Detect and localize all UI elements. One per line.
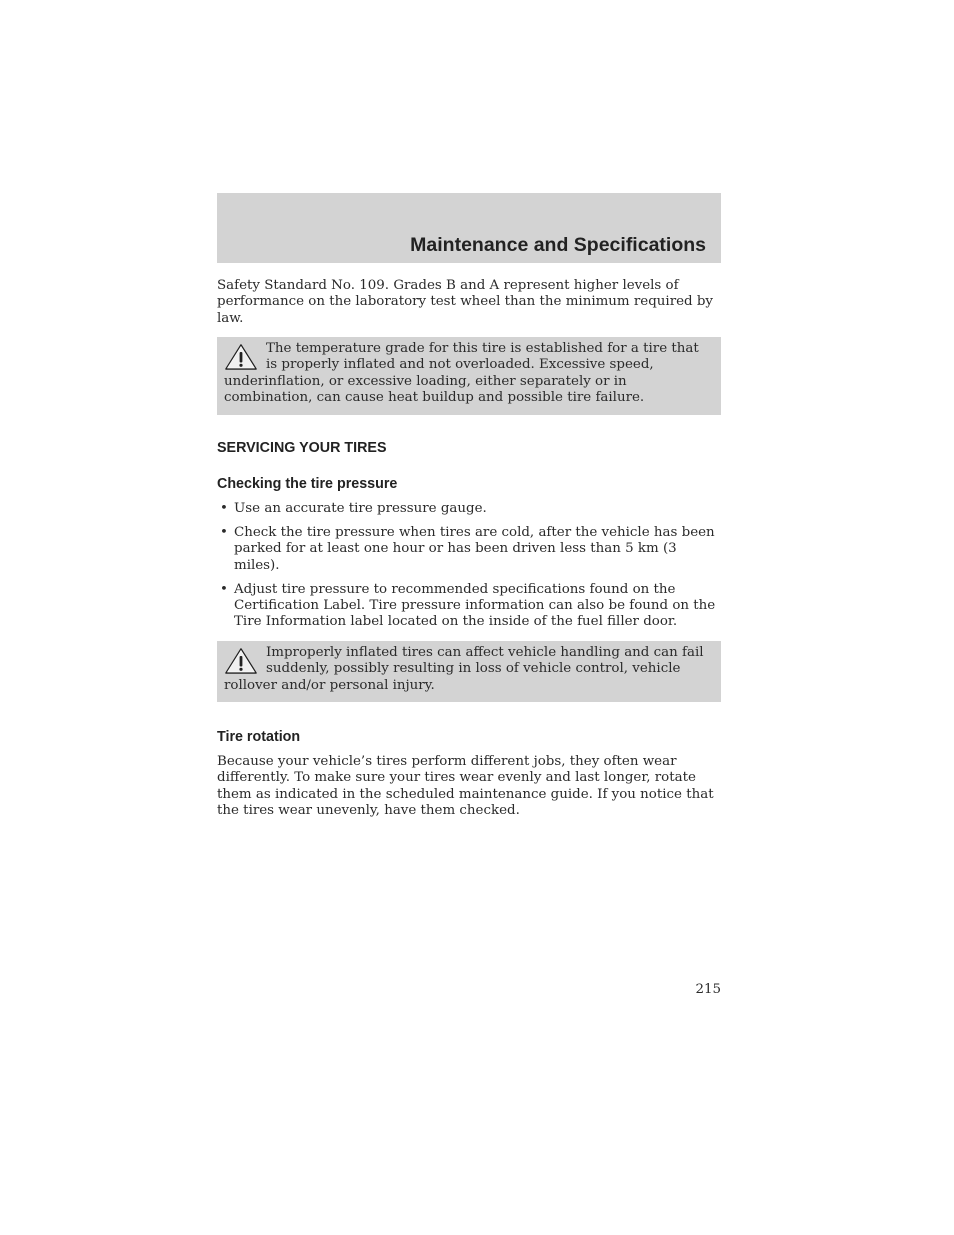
rotation-paragraph: Because your vehicle’s tires perform different jobs, they often wear differently. To make sure your tires wear evenly and last longer, rotate them as indicated in the scheduled maintenance guide. If you notice that the tires wear unevenly, have them checked.	[217, 754, 714, 819]
warning-triangle-icon	[224, 647, 258, 675]
intro-paragraph: Safety Standard No. 109. Grades B and A represent higher levels of performance on the laboratory test wheel than the minimum required by law.	[217, 278, 713, 326]
list-item	[217, 525, 721, 574]
heading-checking-pressure: Checking the tire pressure	[217, 476, 398, 492]
heading-servicing-tires: SERVICING YOUR TIRES	[217, 440, 387, 456]
section-header-band	[217, 193, 721, 263]
list-item	[217, 582, 721, 631]
bullet-icon: •	[220, 524, 228, 540]
list-item-text: Check the tire pressure when tires are cold, after the vehicle has been parked for at least one hour or has been driven less than 5 km (3 miles).	[234, 524, 715, 573]
checking-list	[217, 501, 721, 638]
bullet-icon: •	[220, 581, 228, 597]
list-item	[217, 501, 721, 517]
warning-triangle-icon	[224, 343, 258, 371]
section-title: Maintenance and Specifications	[410, 234, 706, 256]
warning-box-temperature	[217, 337, 721, 415]
bullet-icon: •	[220, 501, 228, 516]
warning-text: Improperly inflated tires can affect vehicle handling and can fail suddenly, possibly resulting in loss of vehicle control, vehicle rollover and/or personal injury.	[224, 645, 704, 693]
page-number: 215	[695, 982, 721, 997]
warning-box-inflation	[217, 641, 721, 702]
list-item-text: Use an accurate tire pressure gauge.	[234, 501, 487, 516]
list-item-text: Adjust tire pressure to recommended specifications found on the Certification Label. Tire pressure information can also be found on the Tire Information label located on the inside of the fuel filler door.	[234, 581, 716, 630]
heading-tire-rotation: Tire rotation	[217, 729, 301, 745]
warning-text: The temperature grade for this tire is established for a tire that is properly inflated and not overloaded. Excessive speed, underinflation, or excessive loading, either separately or in combination, can cause heat buildup and possible tire failure.	[224, 341, 699, 406]
